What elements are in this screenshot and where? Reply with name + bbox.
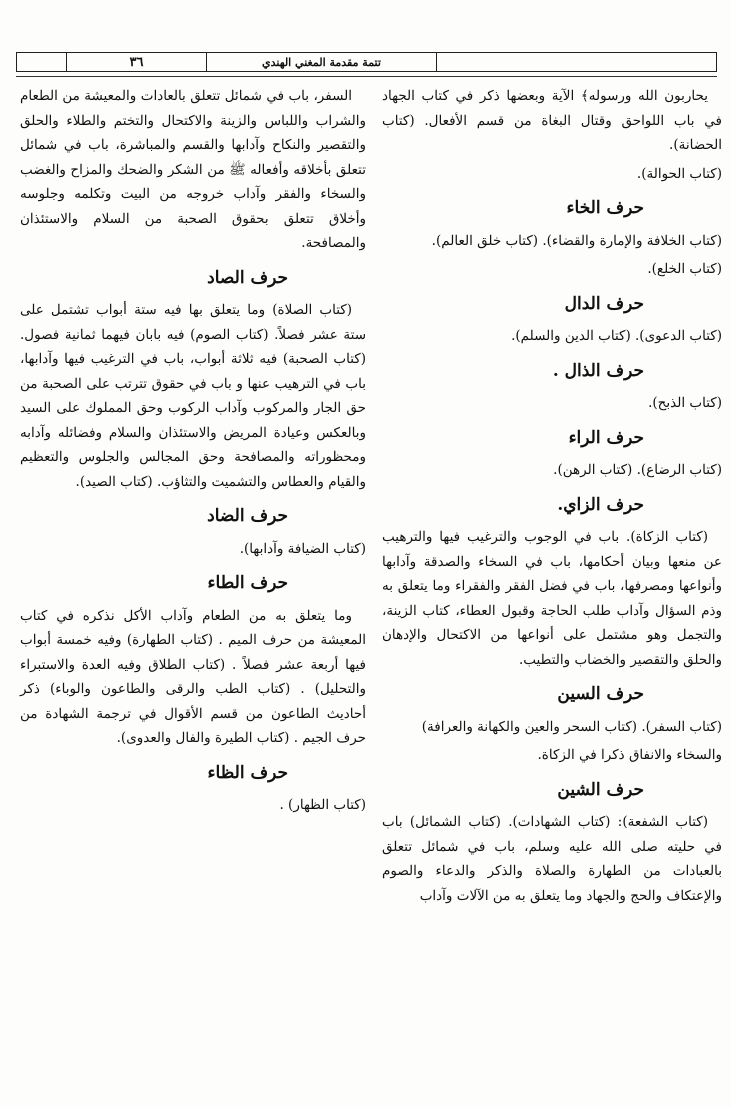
paragraph: (كتاب الصلاة) وما يتعلق بها فيه ستة أبواب تشتمل على ستة عشر فصلاً. (كتاب الصوم) فيه بابان فيهما ثمانية فصول. (كتاب الصحبة) فيه ثلاثة أبواب، باب في الترغيب فيها وآدابها، باب في الترهيب عنها و باب في حقوق تترتب على الصحبة من حق الجار والمركوب وآداب الركوب وحق المملوك على السيد وبالعكس وعيادة المريض والاستئذان والسلام وفضائله وآدابه ومحظوراته والمصافحة وحق المجالس والجلوس والتعظيم والقيام والعطاس والتشميت والتثاؤب. (كتاب الصيد). bbox=[20, 302, 366, 490]
section-heading: حرف الزاي. bbox=[557, 494, 644, 515]
paragraph: والسخاء والانفاق ذكرا في الزكاة. bbox=[537, 747, 722, 763]
paragraph: السفر، باب في شمائل تتعلق بالعادات والمعيشة من الطعام والشراب واللباس والزينة والاكتحال والتختم والطلاء والحلق والتقصير والنكاح وآدابها والقسم والمباشرة، باب في شمائل تتعلق بأخلاقه وأفعاله ﷺ من الشكر والضحك والمزاح والغضب والسخاء والفقر وآداب خروجه من البيت وتكلمه وجلوسه وأخلاق تتعلق بحقوق الصحبة من السلام والاستئذان والمصافحة. bbox=[20, 88, 366, 251]
section-heading: حرف الصاد bbox=[207, 267, 288, 288]
paragraph: (كتاب الظهار) . bbox=[279, 797, 366, 813]
section-heading: حرف الراء bbox=[568, 427, 644, 448]
section-heading: حرف الدال bbox=[564, 293, 644, 314]
section-heading: حرف الذال . bbox=[552, 360, 644, 381]
page-number: ٣٦ bbox=[67, 53, 207, 71]
paragraph: (كتاب الخلافة والإمارة والقضاء). (كتاب خلق العالم). bbox=[431, 232, 722, 249]
paragraph: (كتاب الذبح). bbox=[648, 395, 722, 411]
paragraph: (كتاب الدعوى). (كتاب الدين والسلم). bbox=[511, 328, 722, 344]
header-rule bbox=[16, 76, 717, 77]
right-column bbox=[382, 84, 722, 912]
paragraph: (كتاب الضيافة وآدابها). bbox=[239, 540, 366, 557]
section-heading: حرف الخاء bbox=[566, 198, 644, 218]
section-heading: حرف الضاد bbox=[207, 506, 288, 526]
page-header bbox=[16, 52, 717, 72]
section-heading: حرف الطاء bbox=[207, 573, 288, 593]
header-empty-cell bbox=[437, 53, 716, 71]
section-heading: حرف السين bbox=[557, 684, 644, 704]
paragraph: (كتاب الحوالة). bbox=[636, 165, 722, 182]
section-heading: حرف الظاء bbox=[207, 762, 288, 783]
paragraph: (كتاب الشفعة): (كتاب الشهادات). (كتاب الشمائل) باب في حليته صلى الله عليه وسلم، باب في شمائل تتعلق بالعبادات من الطهارة والصلاة والذكر والدعاء والصوم والإعتكاف والحج والجهاد وما يتعلق به من الآلات وآداب bbox=[382, 814, 722, 904]
paragraph: يحاربون الله ورسوله﴾ الآية وبعضها ذكر في كتاب الجهاد في باب اللواحق وقتال البغاة من قسم الأفعال. (كتاب الحضانة). bbox=[382, 88, 722, 153]
paragraph: (كتاب الخلع). bbox=[647, 261, 722, 277]
section-heading: حرف الشين bbox=[557, 779, 644, 800]
paragraph: (كتاب الزكاة). باب في الوجوب والترغيب فيها والترهيب عن منعها وبيان أحكامها، باب في السخاء والصدقة وآدابها وأنواعها ومصرفها، باب في فضل الفقر والفقراء وما يتعلق به وذم السؤال وآداب طلب الحاجة وقبول العطاء، كتاب الزينة، والتجمل وهو مشتمل على أنواعها من الاكتحال والإدهان والحلق والتقصير والخضاب والتطيب. bbox=[382, 529, 722, 668]
paragraph: (كتاب السفر). (كتاب السحر والعين والكهانة والعرافة) bbox=[421, 718, 722, 735]
left-column bbox=[20, 84, 366, 822]
paragraph: وما يتعلق به من الطعام وآداب الأكل نذكره في كتاب المعيشة من حرف الميم . (كتاب الطهارة) وفيه خمسة أبواب فيها أربعة عشر فصلاً . (كتاب الطلاق وفيه العدة والاستبراء والتحليل) . (كتاب الطب والرقى والطاعون والوباء) ذكر أحاديث الطاعون من قسم الأقوال في ترجمة الشهادة من حرف الجيم . (كتاب الطيرة والفال والعدوى). bbox=[20, 607, 366, 746]
paragraph: (كتاب الرضاع). (كتاب الرهن). bbox=[553, 462, 722, 478]
running-title: تتمة مقدمة المغني الهندي bbox=[207, 53, 437, 71]
header-empty-cell bbox=[17, 53, 67, 71]
